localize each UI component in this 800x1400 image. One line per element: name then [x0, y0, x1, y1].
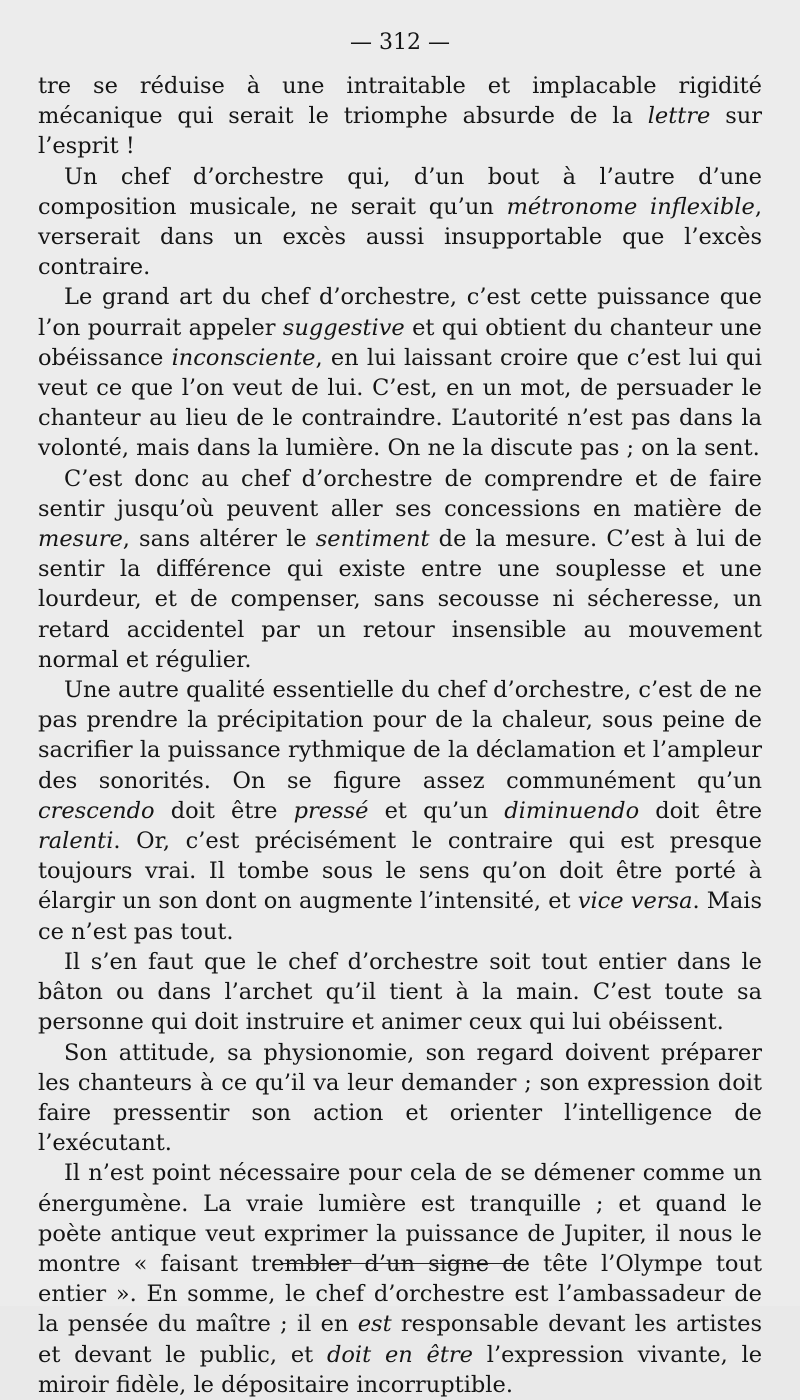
- italic-text: ralenti: [38, 828, 114, 855]
- text-run: l’expression vivante, le miroir fidèle, le dépositaire incorruptible.: [38, 1341, 763, 1398]
- italic-text: crescendo: [38, 797, 155, 824]
- italic-text: doit en être: [326, 1341, 473, 1368]
- text-run: , en lui laissant croire que c’est lui qui veut ce que l’on veut de lui. C’est, en un mot, de persuader le chanteur au lieu de le contraindre. L’autorité n’est pas dans la volonté, mais dans la lumière. On ne la discute pas ; on la sent.: [38, 344, 762, 462]
- text-run: Un chef d’orchestre qui, d’un bout à l’autre d’une composition musicale, ne serait qu’un: [38, 163, 762, 220]
- text-run: . Mais ce n’est pas tout.: [38, 888, 762, 945]
- italic-text: pressé: [293, 797, 369, 824]
- text-run: Il n’est point nécessaire pour cela de se démener comme un énergumène. La vraie lumière est tranquille ; et quand le poète antique veut exprimer la puissance de Jupiter, il nous le montre « faisant trembler d’un signe de tête l’Olympe tout entier ». En somme, le chef d’orchestre est l’ambassadeur de la pensée du maître ; il en: [38, 1160, 762, 1338]
- italic-text: vice versa: [577, 888, 693, 915]
- paragraph: [38, 1158, 762, 1400]
- italic-text: diminuendo: [504, 797, 640, 824]
- paragraph: [38, 71, 762, 162]
- page-number: — 312 —: [350, 30, 450, 55]
- text-run: Une autre qualité essentielle du chef d’orchestre, c’est de ne pas prendre la précipitation pour de la chaleur, sous peine de sacrifier la puissance rythmique de la déclamation et l’ampleur des sonorités. On se figure assez communément qu’un: [38, 677, 762, 794]
- italic-text: sentiment: [315, 526, 430, 553]
- text-run: Son attitude, sa physionomie, son regard doivent préparer les chanteurs à ce qu’il va leur demander ; son expression doit faire pressentir son action et orienter l’intelligence de l’exécutant.: [38, 1039, 762, 1157]
- text-run: . Or, c’est précisément le contraire qui est presque toujours vrai. Il tombe sous le sens qu’on doit être porté à élargir un son dont on augmente l’intensité, et: [38, 828, 762, 915]
- text-run: , sans altérer le: [122, 526, 316, 553]
- text-run: Il s’en faut que le chef d’orchestre soit tout entier dans le bâton ou dans l’archet qu’il tient à la main. C’est toute sa personne qui doit instruire et animer ceux qui lui obéissent.: [38, 948, 762, 1036]
- italic-text: lettre: [647, 103, 711, 130]
- italic-text: suggestive: [282, 314, 405, 341]
- paragraph: [38, 947, 762, 1038]
- text-run: de la mesure. C’est à lui de sentir la différence qui existe entre une souplesse et une lourdeur, et de compenser, sans secousse ni sécheresse, un retard accidentel par un retour insensible au mouvement normal et régulier.: [38, 526, 763, 673]
- paragraph: [38, 282, 762, 463]
- paragraph: [38, 1038, 762, 1159]
- text-run: responsable devant les artistes et devant le public, et: [38, 1311, 762, 1368]
- text-run: tre se réduise à une intraitable et implacable rigidité mécanique qui serait le triomphe absurde de la: [38, 73, 762, 130]
- paragraph: [38, 464, 762, 675]
- italic-text: mesure: [38, 526, 123, 553]
- text-run: doit être: [154, 797, 294, 824]
- italic-text: métronome inflexible: [506, 193, 755, 220]
- text-run: , verserait dans un excès aussi insupportable que l’excès contraire.: [38, 193, 762, 281]
- text-run: sur l’esprit !: [38, 103, 762, 160]
- italic-text: est: [357, 1311, 392, 1338]
- paragraph: [38, 162, 762, 283]
- end-rule: [283, 1263, 521, 1264]
- text-run: doit être: [639, 797, 763, 824]
- text-run: C’est donc au chef d’orchestre de comprendre et de faire sentir jusqu’où peuvent aller ses concessions en matière de: [38, 465, 762, 522]
- body-text: [38, 71, 762, 1400]
- italic-text: inconsciente: [171, 344, 316, 371]
- text-run: Le grand art du chef d’orchestre, c’est cette puissance que l’on pourrait appeler: [38, 284, 762, 341]
- text-run: et qu’un: [368, 797, 505, 824]
- paragraph: [38, 675, 762, 947]
- text-run: et qui obtient du chanteur une obéissance: [38, 314, 762, 371]
